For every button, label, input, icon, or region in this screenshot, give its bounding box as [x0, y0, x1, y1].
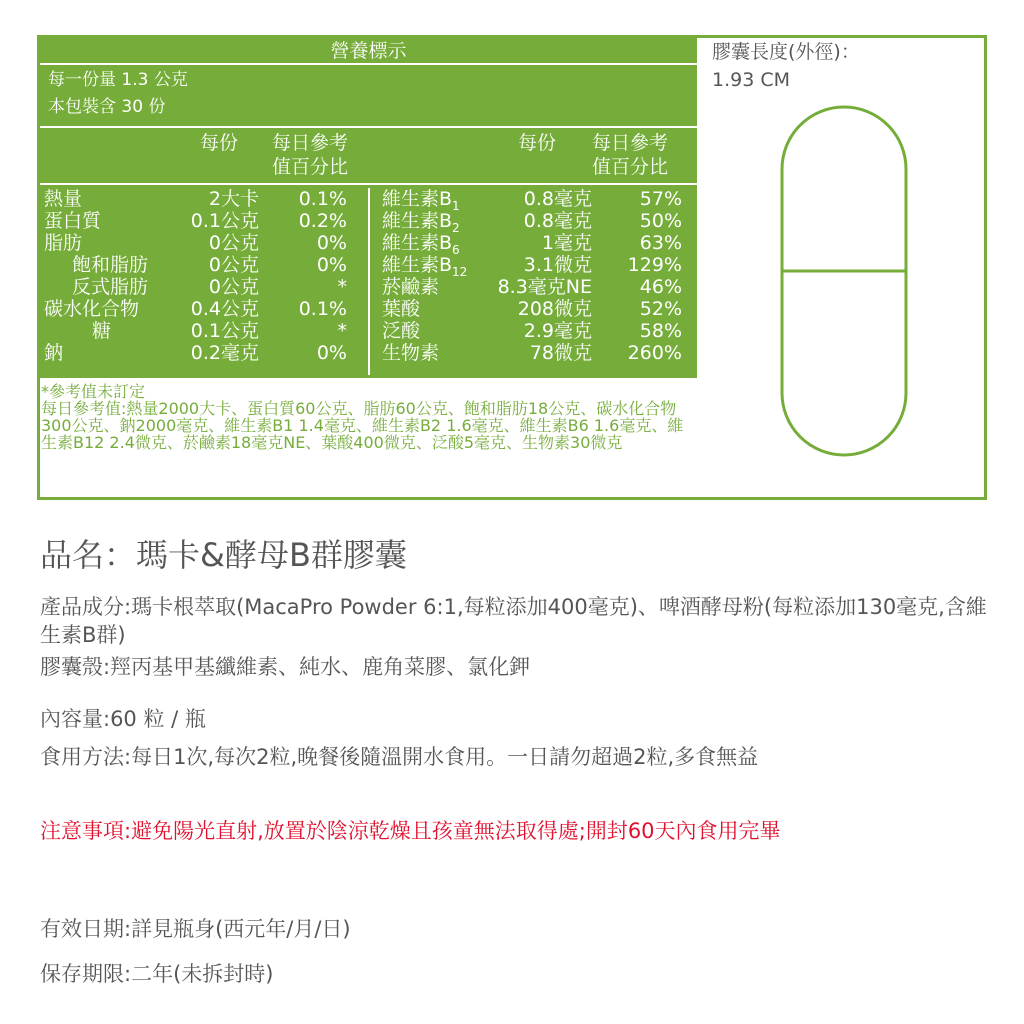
- nutrient-dv: 260%: [627, 342, 682, 364]
- nutrient-amount: 0.8毫克: [523, 188, 592, 210]
- shelf-life: 保存期限:二年(未拆封時): [40, 962, 274, 986]
- nutrition-row-right: [40, 210, 697, 235]
- serving-size: 每一份量 1.3 公克: [48, 70, 188, 90]
- product-ingredients: 產品成分:瑪卡根萃取(MacaPro Powder 6:1,每粒添加400毫克)、啤酒酵母粉(每粒添加130毫克,含維生素B群): [40, 595, 987, 647]
- header-dv-left: [272, 131, 348, 179]
- nutrient-amount: 0公克: [208, 276, 259, 298]
- expiry-date: 有效日期:詳見瓶身(西元年/月/日): [40, 917, 351, 941]
- nutrient-name: 糖: [92, 320, 112, 342]
- nutrition-row-right: [40, 188, 697, 213]
- nutrient-name-text: 維生素B: [382, 254, 453, 276]
- nutrition-row-right: [40, 232, 697, 257]
- footnote-daily-values: 每日參考值:熱量2000大卡、蛋白質60公克、脂肪60公克、飽和脂肪18公克、碳水化合物300公克、鈉2000毫克、維生素B1 1.4毫克、維生素B2 1.6毫克、維生素B6 1.6毫克、維生素B12 2.4微克、菸鹼素18毫克NE、葉酸400微克、泛酸5毫克、生物素30微克: [41, 399, 684, 452]
- nutrition-row-right: [40, 254, 697, 279]
- product-name: 品名：瑪卡&酵母B群膠囊: [40, 536, 407, 574]
- nutrient-subscript: 12: [452, 264, 468, 279]
- nutrient-name: 鈉: [44, 342, 64, 364]
- header-per-serving-left: 每份: [200, 132, 239, 154]
- nutrient-amount: 3.1微克: [523, 254, 592, 276]
- capsule-length-value: 1.93 CM: [712, 69, 791, 91]
- nutrient-amount: 0公克: [208, 254, 259, 276]
- nutrient-subscript: 6: [452, 242, 460, 257]
- nutrient-subscript: 2: [452, 220, 460, 235]
- nutrient-dv: 0%: [316, 254, 347, 276]
- nutrient-name-text: 維生素B: [382, 232, 453, 254]
- header-per-serving-right: 每份: [518, 132, 557, 154]
- nutrient-dv: 57%: [639, 188, 682, 210]
- nutrient-name: [382, 320, 420, 342]
- nutrient-name: 脂肪: [44, 232, 83, 254]
- nutrient-amount: 78微克: [529, 342, 592, 364]
- footnotes: [41, 383, 696, 451]
- nutrient-amount: 0.8毫克: [523, 210, 592, 232]
- nutrient-dv: 58%: [639, 320, 682, 342]
- warning-notice: 注意事項:避免陽光直射,放置於陰涼乾燥且孩童無法取得處;開封60天內食用完畢: [40, 819, 781, 843]
- nutrient-amount: 0公克: [208, 232, 259, 254]
- nutrient-name-text: 泛酸: [382, 320, 421, 342]
- nutrition-body: [40, 185, 697, 378]
- nutrient-name: 碳水化合物: [44, 298, 140, 320]
- nutrition-header: [40, 128, 697, 184]
- header-dv-right-line2: 值百分比: [592, 156, 669, 178]
- nutrient-dv: 63%: [639, 232, 682, 254]
- nutrient-amount: 0.1公克: [190, 210, 259, 232]
- nutrient-name-text: 維生素B: [382, 188, 453, 210]
- nutrition-label: [37, 35, 699, 500]
- header-dv-right-line1: 每日參考: [592, 132, 669, 154]
- nutrient-dv: 52%: [639, 298, 682, 320]
- nutrition-row-right: [40, 342, 697, 364]
- footnote-undefined: *參考值未訂定: [41, 382, 146, 401]
- nutrient-dv: 50%: [639, 210, 682, 232]
- nutrient-amount: 0.1公克: [190, 320, 259, 342]
- nutrient-amount: 2大卡: [208, 188, 259, 210]
- nutrient-amount: 1毫克: [541, 232, 592, 254]
- capsule-info: [712, 38, 860, 94]
- nutrient-name-text: 葉酸: [382, 298, 421, 320]
- nutrient-name: 反式脂肪: [72, 276, 149, 298]
- nutrient-amount: 2.9毫克: [523, 320, 592, 342]
- nutrient-name: [382, 276, 439, 298]
- nutrient-amount: 8.3毫克NE: [497, 276, 592, 298]
- capsule-shell: 膠囊殼:羥丙基甲基纖維素、純水、鹿角菜膠、氯化鉀: [40, 655, 531, 679]
- header-dv-left-line2: 值百分比: [272, 156, 349, 178]
- nutrient-dv: 0.2%: [298, 210, 347, 232]
- nutrient-dv: 0%: [316, 232, 347, 254]
- nutrient-name: [382, 298, 420, 320]
- nutrient-name: [382, 342, 439, 364]
- nutrition-row-right: [40, 298, 697, 320]
- nutrient-name: 飽和脂肪: [72, 254, 149, 276]
- nutrient-name-text: 生物素: [382, 342, 440, 364]
- servings-per-package: 本包裝含 30 份: [48, 97, 166, 117]
- nutrition-row-right: [40, 276, 697, 298]
- header-dv-left-line1: 每日參考: [272, 132, 349, 154]
- capsule-length-label: 膠囊長度(外徑)：: [712, 41, 860, 63]
- nutrient-dv: 0%: [316, 342, 347, 364]
- nutrition-row-right: [40, 320, 697, 342]
- nutrient-subscript: 1: [452, 198, 460, 213]
- nutrient-dv: 0.1%: [298, 188, 347, 210]
- nutrient-dv: 0.1%: [298, 298, 347, 320]
- usage-instructions: 食用方法:每日1次,每次2粒,晚餐後隨溫開水食用。一日請勿超過2粒,多食無益: [40, 745, 759, 769]
- nutrient-amount: 0.2毫克: [190, 342, 259, 364]
- nutrition-title: 營養標示: [40, 38, 697, 64]
- nutrient-amount: 0.4公克: [190, 298, 259, 320]
- nutrient-name-text: 菸鹼素: [382, 276, 440, 298]
- nutrient-dv: 46%: [639, 276, 682, 298]
- nutrient-name: 蛋白質: [44, 210, 102, 232]
- serving-info: [40, 65, 697, 127]
- nutrient-name-text: 維生素B: [382, 210, 453, 232]
- nutrient-amount: 208微克: [517, 298, 592, 320]
- nutrient-dv: 129%: [627, 254, 682, 276]
- header-dv-right: [592, 131, 668, 179]
- nutrient-dv: *: [337, 320, 347, 342]
- content-amount: 內容量:60 粒 / 瓶: [40, 707, 206, 731]
- nutrient-dv: *: [337, 276, 347, 298]
- nutrient-name: 熱量: [44, 188, 83, 210]
- capsule-illustration: [780, 105, 908, 457]
